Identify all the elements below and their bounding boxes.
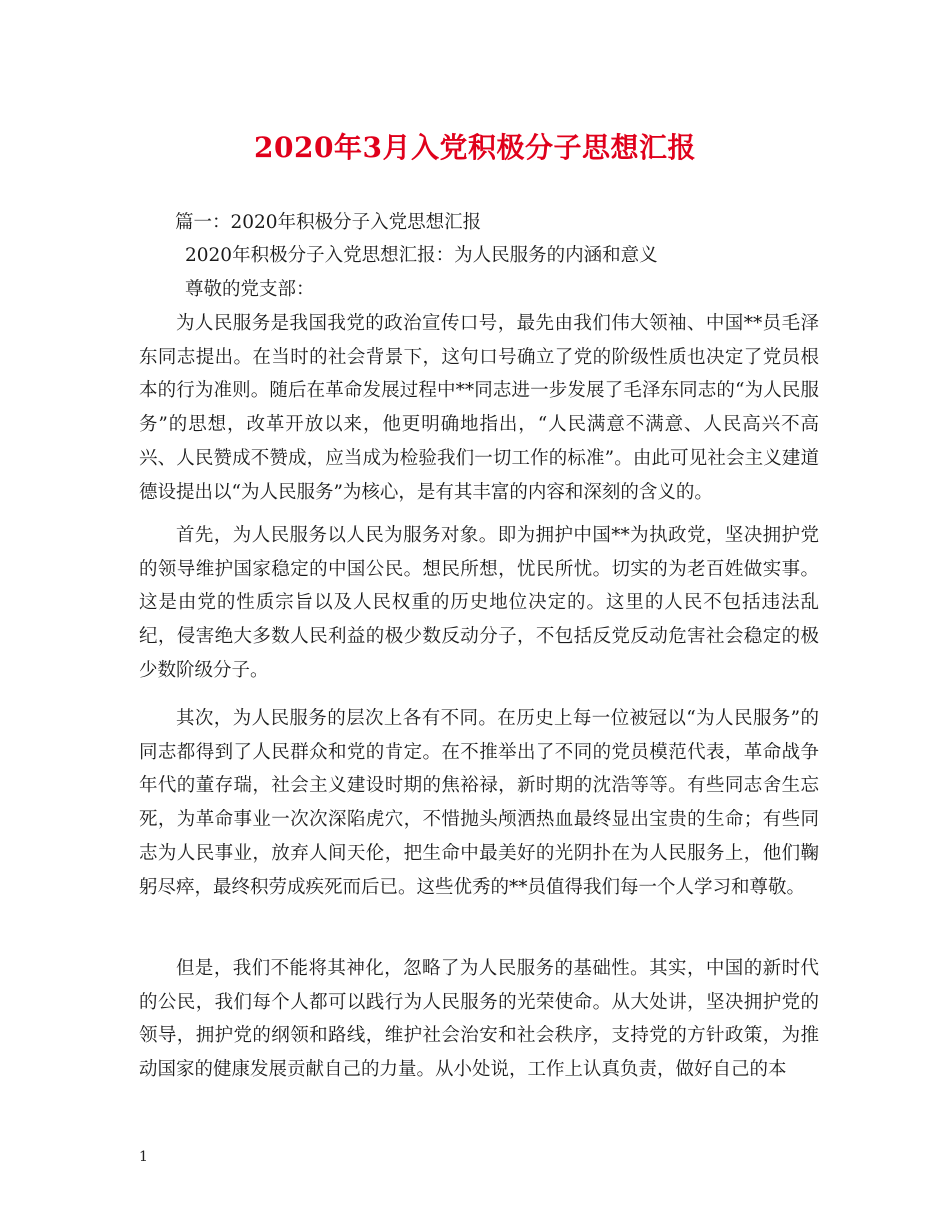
section-heading: 篇一：2020年积极分子入党思想汇报 — [175, 212, 482, 233]
salutation: 尊敬的党支部： — [185, 279, 315, 300]
body-paragraph-1: 为人民服务是我国我党的政治宣传口号，最先由我们伟大领袖、中国**员毛泽东同志提出。在当时的社会背景下，这句口号确立了党的阶级性质也决定了党员根本的行为准则。随后在革命发展过程中**同志进一步发展了毛泽东同志的“为人民服务”的思想，改革开放以来，他更明确地指出，“人民满意不满意、人民高兴不高兴、人民赞成不赞成，应当成为检验我们一切工作的标准”。由此可见社会主义建道德设提出以“为人民服务”为核心，是有其丰富的内容和深刻的含义的。 — [139, 313, 819, 503]
report-subtitle: 2020年积极分子入党思想汇报：为人民服务的内涵和意义 — [185, 245, 658, 266]
body-paragraph-4: 但是，我们不能将其神化，忽略了为人民服务的基础性。其实，中国的新时代的公民，我们每个人都可以践行为人民服务的光荣使命。从大处讲，坚决拥护党的领导，拥护党的纲领和路线，维护社会治安和社会秩序，支持党的方针政策，为推动国家的健康发展贡献自己的力量。从小处说，工作上认真负责，做好自己的本 — [139, 958, 819, 1081]
body-paragraph-3: 其次，为人民服务的层次上各有不同。在历史上每一位被冠以“为人民服务”的同志都得到了人民群众和党的肯定。在不推举出了不同的党员模范代表，革命战争年代的董存瑞，社会主义建设时期的焦裕禄，新时期的沈浩等等。有些同志舍生忘死，为革命事业一次次深陷虎穴，不惜抛头颅洒热血最终显出宝贵的生命；有些同志为人民事业，放弃人间天伦，把生命中最美好的光阴扑在为人民服务上，他们鞠躬尽瘁，最终积劳成疾死而后已。这些优秀的**员值得我们每一个人学习和尊敬。 — [139, 708, 819, 898]
document-title: 2020年3月入党积极分子思想汇报 — [254, 131, 696, 164]
page-number: 1 — [139, 1149, 148, 1165]
body-paragraph-2: 首先，为人民服务以人民为服务对象。即为拥护中国**为执政党，坚决拥护党的领导维护国家稳定的中国公民。想民所想，忧民所忧。切实的为老百姓做实事。这是由党的性质宗旨以及人民权重的历史地位决定的。这里的人民不包括违法乱纪，侵害绝大多数人民利益的极少数反动分子，不包括反党反动危害社会稳定的极少数阶级分子。 — [139, 525, 819, 681]
